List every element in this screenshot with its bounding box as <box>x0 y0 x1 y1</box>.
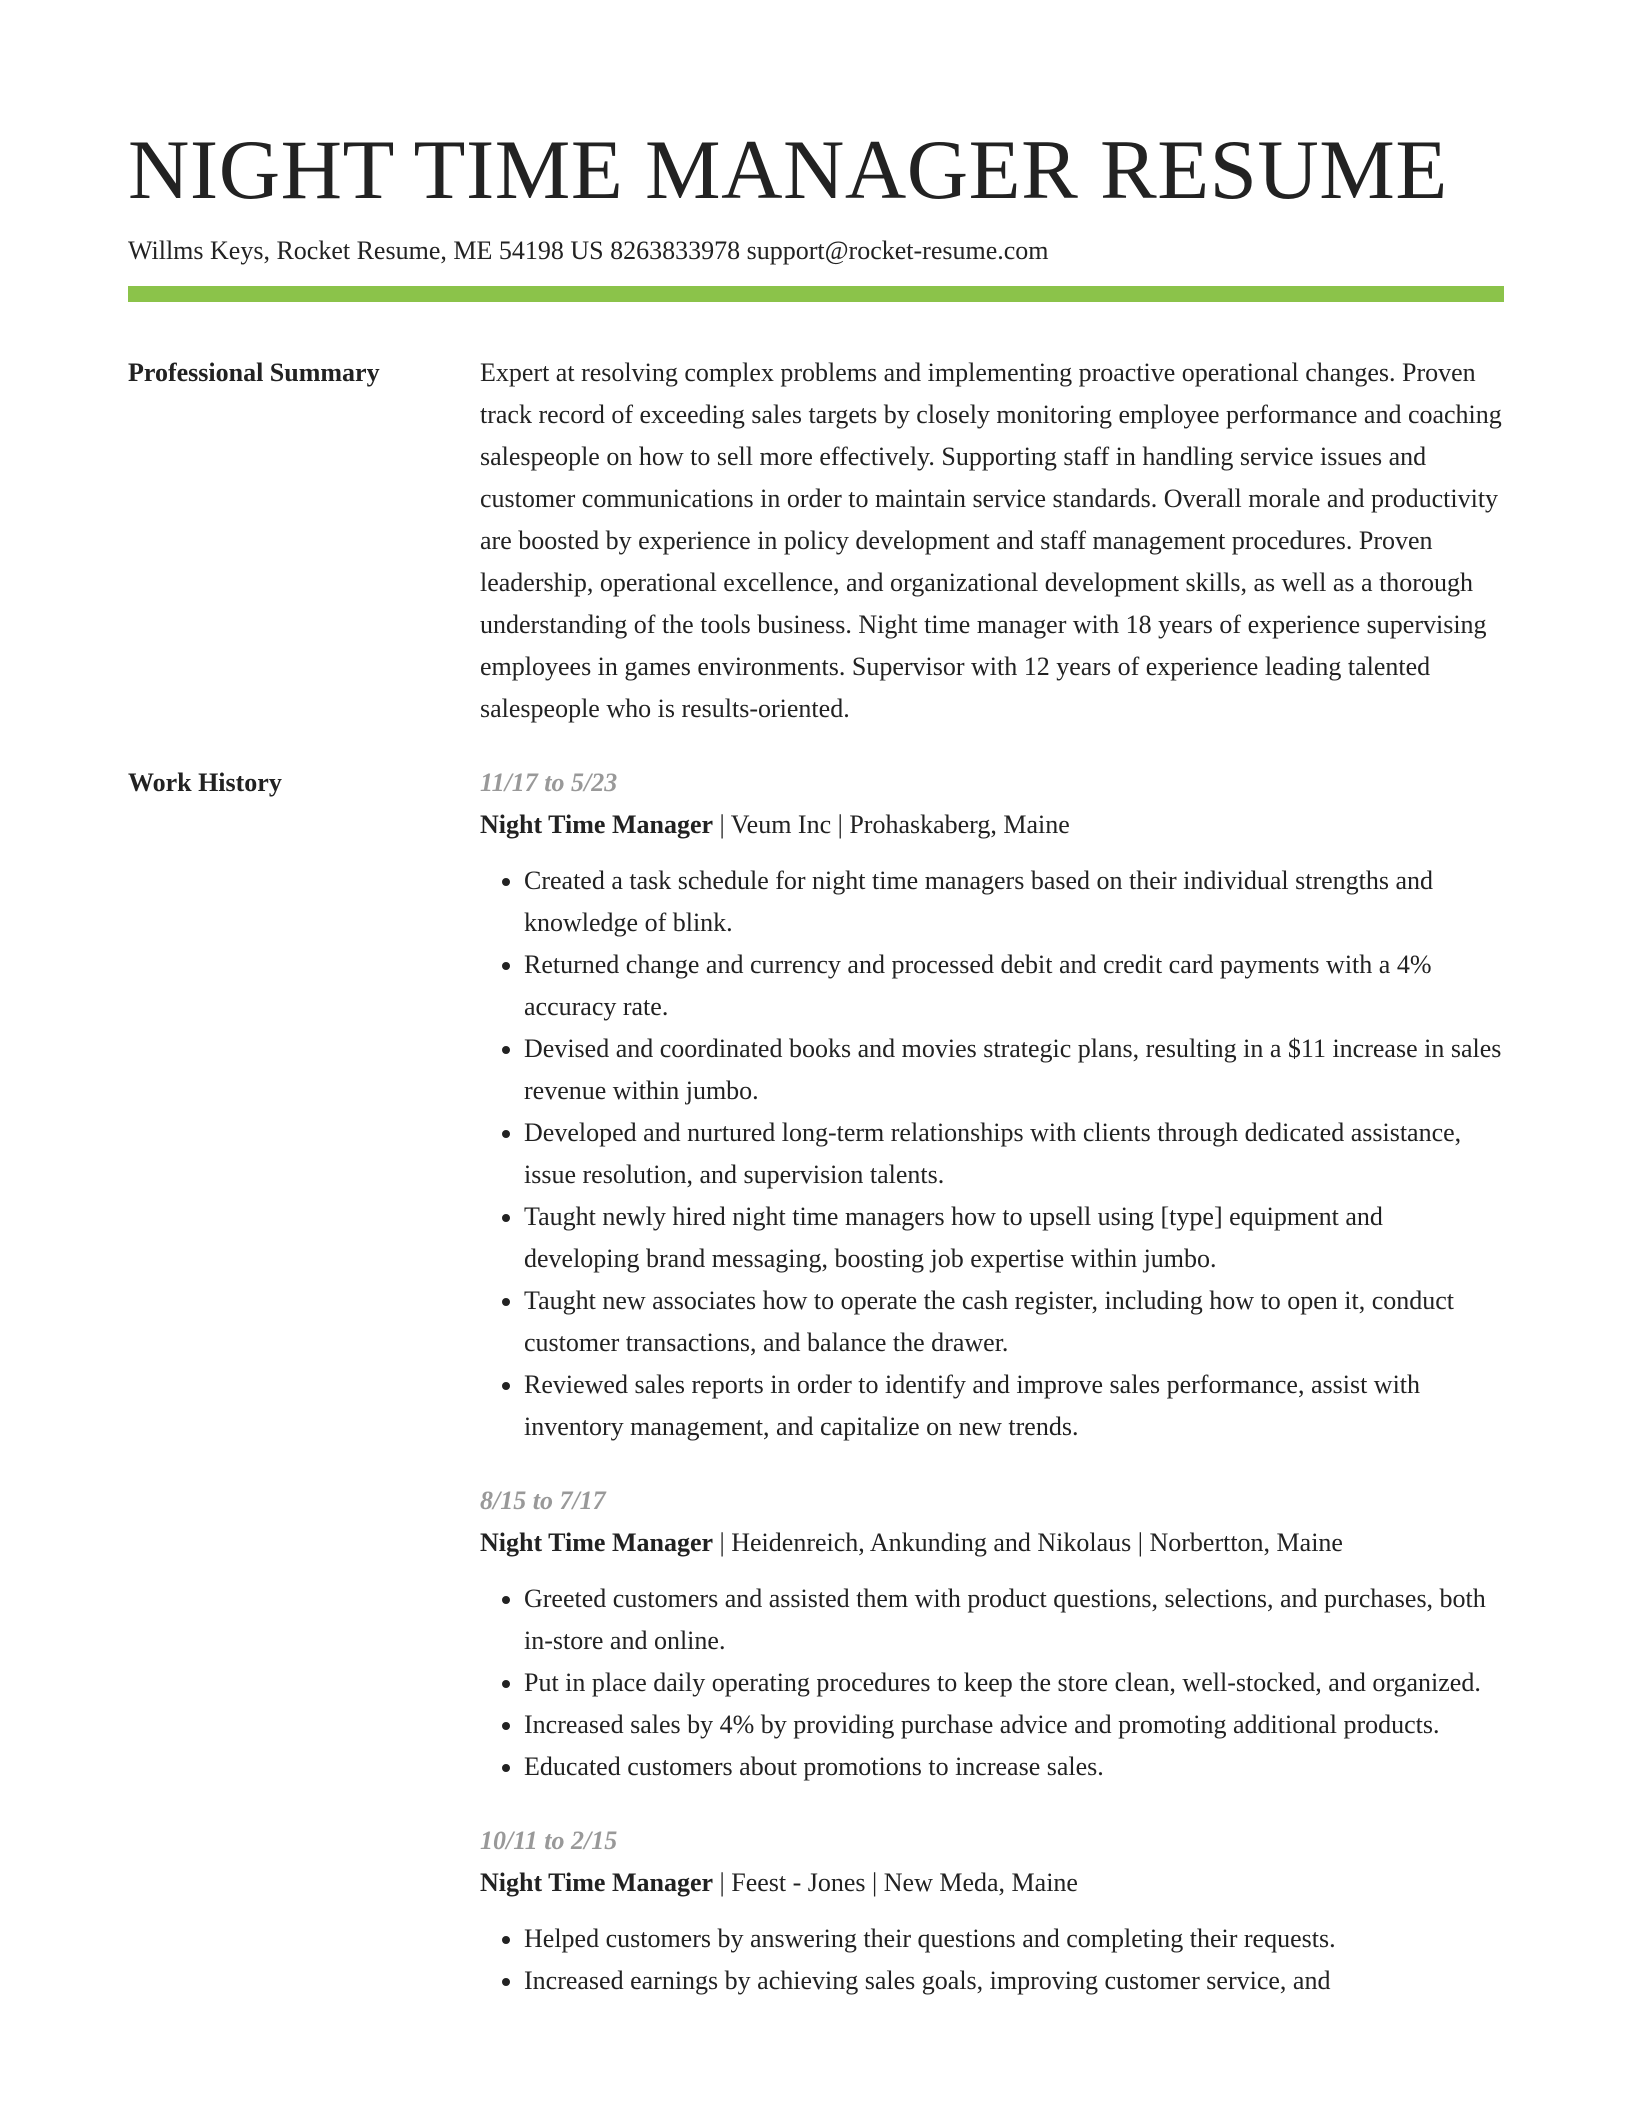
job-dates: 11/17 to 5/23 <box>480 768 618 797</box>
bullet-item: • Taught new associates how to operate the cash register, including how to open it, conduct customer transactions, and balance the drawer. <box>524 1280 1504 1364</box>
job-bullets <box>480 860 1504 1448</box>
bullet-item: • Increased earnings by achieving sales goals, improving customer service, and <box>524 1960 1504 2002</box>
job-entry <box>480 1820 1504 2002</box>
job-heading <box>480 804 1504 846</box>
bullet-item: • Educated customers about promotions to increase sales. <box>524 1746 1504 1788</box>
accent-divider <box>128 286 1504 302</box>
bullet-item: • Helped customers by answering their questions and completing their requests. <box>524 1918 1504 1960</box>
job-dates: 8/15 to 7/17 <box>480 1486 606 1515</box>
bullet-item: • Developed and nurtured long-term relationships with clients through dedicated assistance, issue resolution, and supervision talents. <box>524 1112 1504 1196</box>
bullet-item: • Taught newly hired night time managers how to upsell using [type] equipment and developing brand messaging, boosting job expertise within jumbo. <box>524 1196 1504 1280</box>
job-title: Night Time Manager <box>480 1528 714 1557</box>
section-label-summary: Professional Summary <box>128 358 380 387</box>
job-entry <box>480 1480 1504 1788</box>
job-details: | Heidenreich, Ankunding and Nikolaus | Norbertton, Maine <box>713 1528 1343 1557</box>
job-bullets <box>480 1918 1504 2002</box>
job-details: | Feest - Jones | New Meda, Maine <box>713 1868 1078 1897</box>
bullet-item: • Returned change and currency and processed debit and credit card payments with a 4% accuracy rate. <box>524 944 1504 1028</box>
job-entry <box>480 762 1504 1448</box>
job-title: Night Time Manager <box>480 1868 714 1897</box>
resume-page <box>128 0 1504 2034</box>
job-bullets <box>480 1578 1504 1788</box>
job-heading <box>480 1522 1504 1564</box>
contact-line: Willms Keys, Rocket Resume, ME 54198 US 8263833978 support@rocket-resume.com <box>128 236 1049 265</box>
work-history-body <box>480 762 1504 2034</box>
bullet-item: • Greeted customers and assisted them with product questions, selections, and purchases, both in-store and online. <box>524 1578 1504 1662</box>
job-details: | Veum Inc | Prohaskaberg, Maine <box>713 810 1070 839</box>
work-history-section <box>128 762 1504 2034</box>
job-heading <box>480 1862 1504 1904</box>
summary-text: Expert at resolving complex problems and implementing proactive operational changes. Proven track record of exceeding sales targets by closely monitoring employee performance and coaching salespeople on how to sell more effectively. Supporting staff in handling service issues and customer communications in order to maintain service standards. Overall morale and productivity are boosted by experience in policy development and staff management procedures. Proven leadership, operational excellence, and organizational development skills, as well as a thorough understanding of the tools business. Night time manager with 18 years of experience supervising employees in games environments. Supervisor with 12 years of experience leading talented salespeople who is results-oriented. <box>480 358 1502 723</box>
bullet-item: • Devised and coordinated books and movies strategic plans, resulting in a $11 increase in sales revenue within jumbo. <box>524 1028 1504 1112</box>
bullet-item: • Put in place daily operating procedures to keep the store clean, well-stocked, and organized. <box>524 1662 1504 1704</box>
bullet-item: • Reviewed sales reports in order to identify and improve sales performance, assist with inventory management, and capitalize on new trends. <box>524 1364 1504 1448</box>
resume-title: NIGHT TIME MANAGER RESUME <box>128 123 1448 217</box>
bullet-item: • Created a task schedule for night time managers based on their individual strengths and knowledge of blink. <box>524 860 1504 944</box>
section-label-work-history: Work History <box>128 768 282 797</box>
bullet-item: • Increased sales by 4% by providing purchase advice and promoting additional products. <box>524 1704 1504 1746</box>
job-title: Night Time Manager <box>480 810 714 839</box>
job-dates: 10/11 to 2/15 <box>480 1826 618 1855</box>
professional-summary-section <box>128 352 1504 730</box>
